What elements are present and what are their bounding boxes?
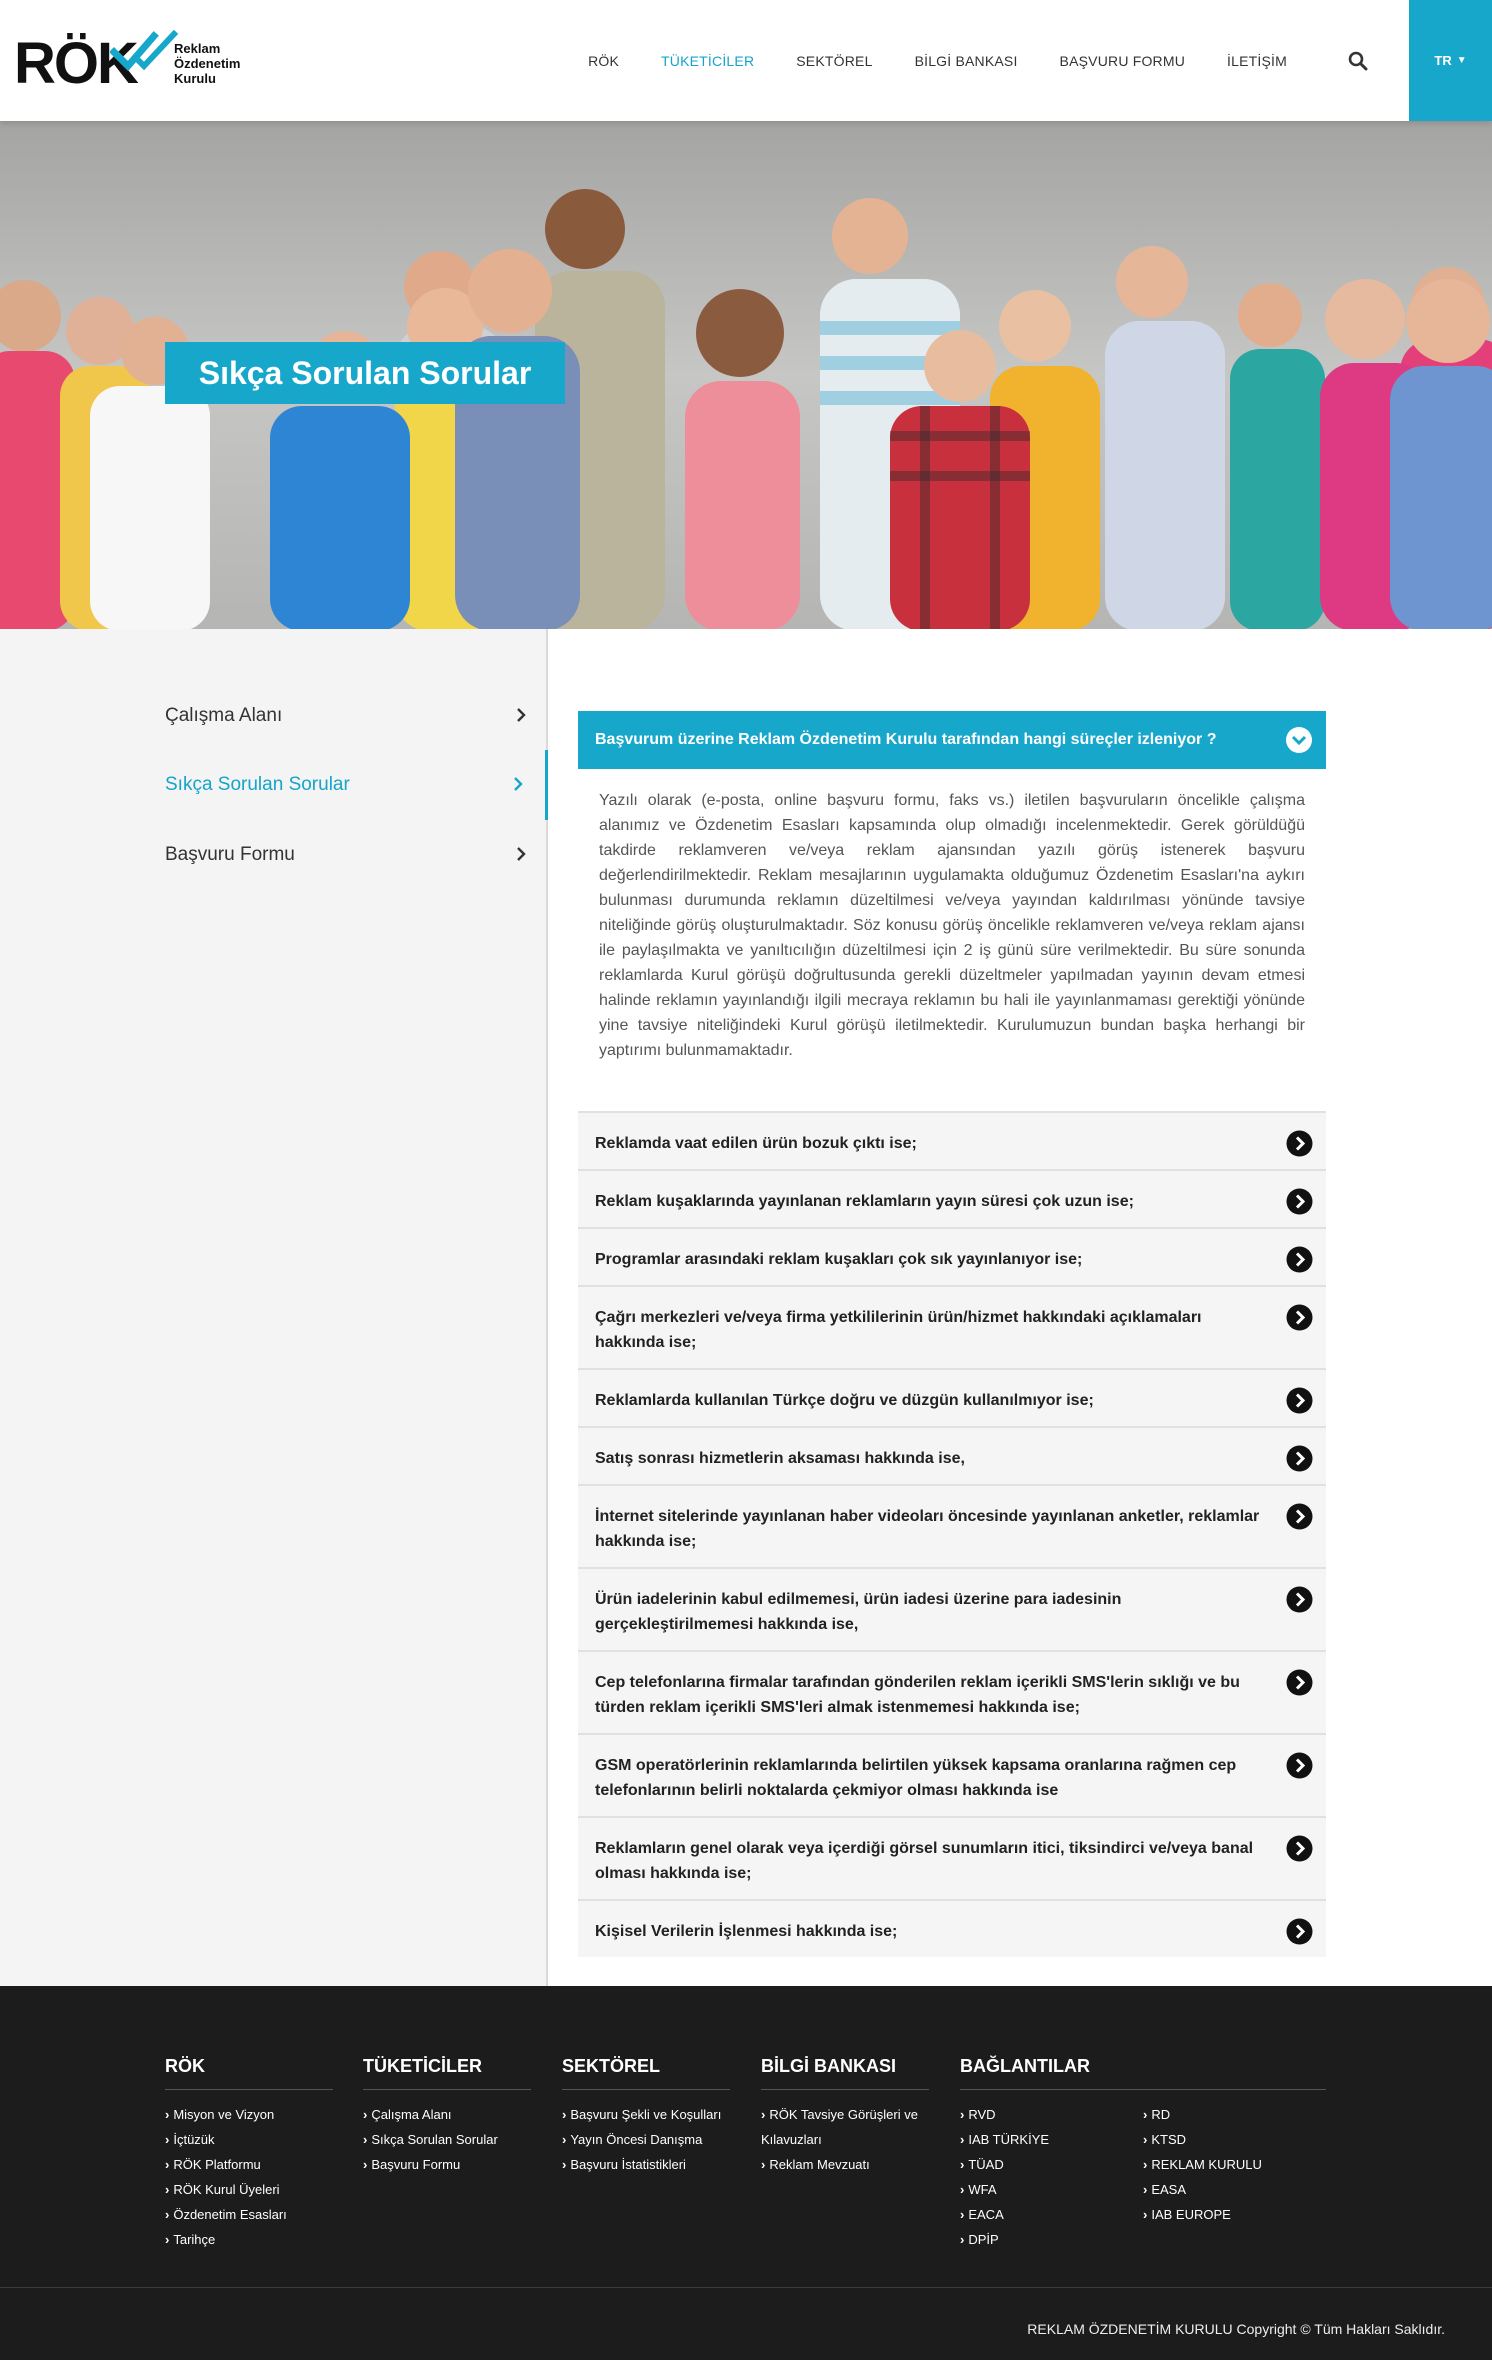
- faq-item[interactable]: [578, 1899, 1326, 1957]
- faq-question-text: Programlar arasındaki reklam kuşakları çok sık yayınlanıyor ise;: [595, 1251, 1083, 1268]
- footer-link[interactable]: › Sıkça Sorulan Sorular: [363, 2127, 531, 2152]
- chevron-right-circle-icon[interactable]: [1286, 1188, 1313, 1215]
- footer-link[interactable]: › RÖK Platformu: [165, 2152, 333, 2177]
- faq-question-text: Reklamda vaat edilen ürün bozuk çıktı ise;: [595, 1135, 917, 1152]
- faq-question-text: Satış sonrası hizmetlerin aksaması hakkında ise,: [595, 1450, 965, 1467]
- faq-question-text: Cep telefonlarına firmalar tarafından gönderilen reklam içerikli SMS'lerin sıklığı ve bu türden reklam içerikli SMS'leri almak istenmemesi hakkında ise;: [595, 1674, 1240, 1716]
- copyright-text: REKLAM ÖZDENETİM KURULU Copyright © Tüm Hakları Saklıdır.: [1027, 2321, 1445, 2337]
- chevron-right-circle-icon[interactable]: [1286, 1387, 1313, 1414]
- chevron-up-circle-icon[interactable]: [1285, 726, 1313, 754]
- page-title: Sıkça Sorulan Sorular: [165, 342, 565, 404]
- footer-link[interactable]: › RVD: [960, 2102, 1143, 2127]
- footer-column-rok: [165, 2056, 333, 2252]
- language-selector[interactable]: [1409, 0, 1492, 121]
- footer-link[interactable]: › IAB TÜRKİYE: [960, 2127, 1143, 2152]
- sidebar-item-label: Başvuru Formu: [165, 844, 295, 865]
- footer-link[interactable]: › RÖK Kurul Üyeleri: [165, 2177, 333, 2202]
- faq-item[interactable]: [578, 1426, 1326, 1484]
- rok-logo[interactable]: [14, 30, 274, 94]
- chevron-right-circle-icon[interactable]: [1286, 1669, 1313, 1696]
- logo-text: RÖK: [14, 31, 137, 96]
- faq-item[interactable]: [578, 1567, 1326, 1650]
- chevron-right-icon: [513, 776, 523, 792]
- footer-column-bilgi-bankasi: [761, 2056, 929, 2177]
- nav-item-rok[interactable]: RÖK: [588, 52, 620, 69]
- footer-link[interactable]: › Çalışma Alanı: [363, 2102, 531, 2127]
- footer-link[interactable]: › EASA: [1143, 2177, 1326, 2202]
- chevron-right-circle-icon[interactable]: [1286, 1918, 1313, 1945]
- footer-link[interactable]: › Misyon ve Vizyon: [165, 2102, 333, 2127]
- site-footer: [0, 1986, 1492, 2287]
- footer-links-col-b: [1143, 2102, 1326, 2252]
- main-nav: [567, 0, 1492, 121]
- footer-link[interactable]: › Başvuru Şekli ve Koşulları: [562, 2102, 730, 2127]
- chevron-right-circle-icon[interactable]: [1286, 1752, 1313, 1779]
- footer-link[interactable]: › WFA: [960, 2177, 1143, 2202]
- faq-item[interactable]: [578, 1111, 1326, 1169]
- sidebar-item-label: Çalışma Alanı: [165, 705, 283, 726]
- logo-sub-line: Reklam: [174, 41, 221, 56]
- footer-column-title: BAĞLANTILAR: [960, 2056, 1326, 2090]
- faq-answer: Yazılı olarak (e-posta, online başvuru formu, faks vs.) iletilen başvuruların öncelikle çalışma alanımız ve Özdenetim Esasları kapsamında olup olmadığı incelenmektedir. Gerek görüldüğü takdirde reklamveren ve/veya reklam ajansından yazılı görüş istenerek başvuru değerlendirilmektedir. Reklam mesajlarının uygulamakta olduğumuz Özdenetim Esasları'na aykırı bulunması durumunda reklamın düzeltilmesi ve/veya yayından kaldırılması yönünde tavsiye niteliğinde görüş oluşturulmaktadır. Söz konusu görüş öncelikle reklamveren ve/veya reklam ajansı ile paylaşılmakta ve yanıltıcılığın düzeltilmesi için 2 iş günü süre verilmektedir. Bu süre sonunda reklamlarda Kurul görüşü doğrultusunda gerekli düzeltmeler yapılmadan yayının devam etmesi halinde reklamın yayınlandığı ilgili mecraya reklamın bu hali ile yayınlanmaması gerektiği yönünde yine tavsiye niteliğindeki Kurul görüşü iletilmektedir. Kurulumuzun bundan başka herhangi bir yaptırımı bulunmamaktadır.: [599, 792, 1305, 1059]
- chevron-down-icon: ▼: [1456, 55, 1467, 66]
- logo-subtitle: [174, 41, 240, 86]
- faq-question-text: Reklamların genel olarak veya içerdiği görsel sunumların itici, tiksindirci ve/veya banal olması hakkında ise;: [595, 1840, 1254, 1882]
- faq-item[interactable]: [578, 1285, 1326, 1368]
- logo-check-icon: [110, 30, 180, 76]
- footer-bottom-bar: [0, 2287, 1492, 2360]
- faq-question-text: Başvurum üzerine Reklam Özdenetim Kurulu tarafından hangi süreçler izleniyor ?: [595, 731, 1217, 748]
- site-header: [0, 0, 1492, 121]
- hero-banner: [0, 121, 1492, 629]
- main-content: [0, 629, 1492, 1986]
- chevron-right-circle-icon[interactable]: [1286, 1586, 1313, 1613]
- footer-links-col-a: [960, 2102, 1143, 2252]
- faq-question-text: Kişisel Verilerin İşlenmesi hakkında ise;: [595, 1923, 898, 1940]
- footer-column-tuketiciler: [363, 2056, 531, 2177]
- faq-item[interactable]: [578, 1484, 1326, 1567]
- footer-link[interactable]: › Yayın Öncesi Danışma: [562, 2127, 730, 2152]
- footer-link[interactable]: › İçtüzük: [165, 2127, 333, 2152]
- footer-link[interactable]: › RÖK Tavsiye Görüşleri ve Kılavuzları: [761, 2102, 929, 2152]
- footer-link[interactable]: › IAB EUROPE: [1143, 2202, 1326, 2227]
- faq-question-text: GSM operatörlerinin reklamlarında belirtilen yüksek kapsama oranlarına rağmen cep telefonlarının belirli noktalarda çekmiyor olması hakkında ise: [595, 1757, 1237, 1799]
- nav-item-basvuru-formu[interactable]: BAŞVURU FORMU: [1059, 52, 1186, 69]
- chevron-right-circle-icon[interactable]: [1286, 1246, 1313, 1273]
- search-button[interactable]: [1338, 41, 1378, 81]
- faq-question-text: Reklam kuşaklarında yayınlanan reklamların yayın süresi çok uzun ise;: [595, 1193, 1134, 1210]
- footer-link[interactable]: › Tarihçe: [165, 2227, 333, 2252]
- faq-item[interactable]: [578, 1650, 1326, 1733]
- chevron-right-icon: [516, 846, 526, 862]
- sidebar-item-sss[interactable]: [0, 750, 548, 820]
- nav-item-sektorel[interactable]: SEKTÖREL: [796, 52, 873, 69]
- faq-item[interactable]: [578, 1733, 1326, 1816]
- footer-column-title: RÖK: [165, 2056, 333, 2090]
- sidebar-item-label: Sıkça Sorulan Sorular: [165, 774, 350, 795]
- footer-column-title: BİLGİ BANKASI: [761, 2056, 929, 2090]
- footer-link[interactable]: › Özdenetim Esasları: [165, 2202, 333, 2227]
- footer-column-sektorel: [562, 2056, 730, 2177]
- chevron-right-icon: [516, 707, 526, 723]
- nav-item-tuketiciler[interactable]: TÜKETİCİLER: [661, 52, 755, 69]
- footer-link[interactable]: › TÜAD: [960, 2152, 1143, 2177]
- chevron-right-circle-icon[interactable]: [1286, 1445, 1313, 1472]
- footer-link[interactable]: › Reklam Mevzuatı: [761, 2152, 929, 2177]
- chevron-right-circle-icon[interactable]: [1286, 1130, 1313, 1157]
- chevron-right-circle-icon[interactable]: [1286, 1835, 1313, 1862]
- faq-question-text: Çağrı merkezleri ve/veya firma yetkililerinin ürün/hizmet hakkındaki açıklamaları hakkında ise;: [595, 1309, 1202, 1351]
- footer-link[interactable]: › KTSD: [1143, 2127, 1326, 2152]
- nav-item-iletisim[interactable]: İLETİŞİM: [1227, 52, 1287, 69]
- faq-item[interactable]: [578, 1227, 1326, 1285]
- sidebar-item-calisma-alani[interactable]: [0, 681, 548, 751]
- logo-sub-line: Kurulu: [174, 71, 216, 86]
- faq-question-text: İnternet sitelerinde yayınlanan haber videoları öncesinde yayınlanan anketler, reklamlar hakkında ise;: [595, 1508, 1260, 1550]
- language-label: TR: [1434, 53, 1452, 68]
- faq-item[interactable]: [578, 1368, 1326, 1426]
- footer-link[interactable]: › EACA: [960, 2202, 1143, 2227]
- footer-link[interactable]: › Başvuru Formu: [363, 2152, 531, 2177]
- footer-column-title: SEKTÖREL: [562, 2056, 730, 2090]
- logo-sub-line: Özdenetim: [174, 56, 241, 71]
- chevron-right-circle-icon[interactable]: [1286, 1304, 1313, 1331]
- faq-item[interactable]: [578, 1169, 1326, 1227]
- sidebar-item-basvuru-formu[interactable]: [0, 820, 548, 890]
- footer-column-title: TÜKETİCİLER: [363, 2056, 531, 2090]
- footer-column-baglantilar: [960, 2056, 1326, 2252]
- footer-link[interactable]: › Başvuru İstatistikleri: [562, 2152, 730, 2177]
- footer-link[interactable]: › DPİP: [960, 2227, 1143, 2252]
- faq-item[interactable]: [578, 1816, 1326, 1899]
- footer-link[interactable]: › REKLAM KURULU: [1143, 2152, 1326, 2177]
- faq-question-text: Reklamlarda kullanılan Türkçe doğru ve düzgün kullanılmıyor ise;: [595, 1392, 1094, 1409]
- footer-link[interactable]: › RD: [1143, 2102, 1326, 2127]
- nav-item-bilgi-bankasi[interactable]: BİLGİ BANKASI: [914, 52, 1018, 69]
- chevron-right-circle-icon[interactable]: [1286, 1503, 1313, 1530]
- sidebar: [0, 629, 548, 1986]
- faq-question-text: Ürün iadelerinin kabul edilmemesi, ürün iadesi üzerine para iadesinin gerçekleştirilmemesi hakkında ise,: [595, 1591, 1122, 1633]
- faq-open-question[interactable]: [578, 711, 1326, 769]
- search-icon: [1348, 51, 1368, 71]
- footer-links-grid: [960, 2102, 1326, 2252]
